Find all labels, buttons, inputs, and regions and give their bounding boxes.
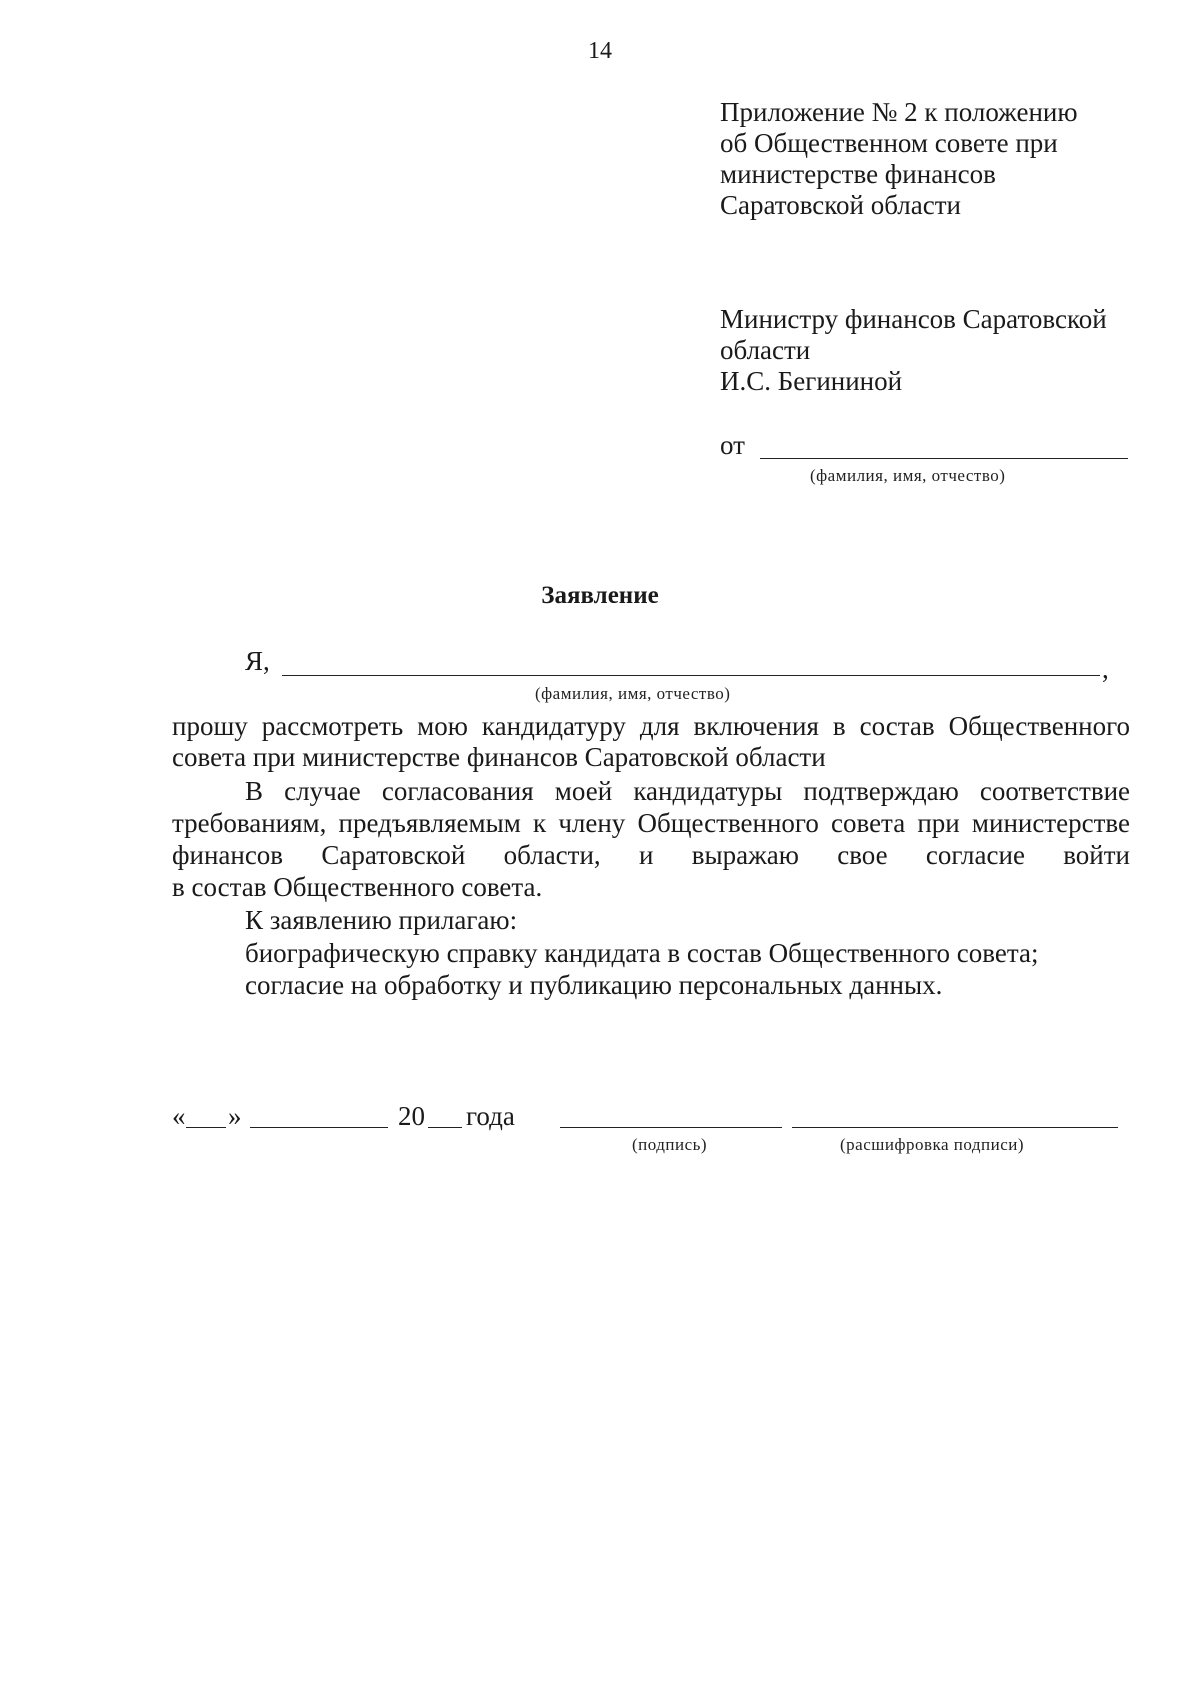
signature-field[interactable] [560, 1127, 782, 1128]
date-year-suffix: года [466, 1101, 515, 1131]
addressee-line: Министру финансов Саратовской [720, 304, 1107, 334]
signature-caption: (подпись) [632, 1135, 708, 1154]
from-name-field[interactable] [760, 458, 1128, 459]
addressee-block [720, 304, 1107, 397]
date-quote-close: » [228, 1101, 242, 1131]
addressee-line: И.С. Бегининой [720, 366, 903, 396]
para1-line2: совета при министерстве финансов Саратовской области [172, 742, 826, 772]
date-quote-open: « [172, 1101, 186, 1131]
page-number: 14 [588, 38, 612, 64]
applicant-name-field[interactable] [282, 675, 1100, 676]
annex-header [720, 97, 1078, 221]
addressee-line: области [720, 335, 811, 365]
applicant-caption: (фамилия, имя, отчество) [535, 684, 731, 703]
attachments-intro: К заявлению прилагаю: [245, 905, 518, 935]
i-comma: , [1102, 654, 1109, 684]
attachment-item: согласие на обработку и публикацию персональных данных. [245, 970, 943, 1000]
signature-decode-caption: (расшифровка подписи) [840, 1135, 1025, 1154]
para2-line3: финансов Саратовской области, и выражаю свое согласие войти [172, 840, 1130, 870]
para2-line4: в состав Общественного совета. [172, 872, 543, 902]
attachment-item: биографическую справку кандидата в состав Общественного совета; [245, 938, 1039, 968]
date-month-field[interactable] [250, 1127, 388, 1128]
para1-line1: прошу рассмотреть мою кандидатуру для включения в состав Общественного [172, 711, 1130, 741]
para2-line1: В случае согласования моей кандидатуры подтверждаю соответствие [245, 776, 1130, 806]
from-label: от [720, 430, 745, 460]
i-label: Я, [245, 646, 270, 676]
date-year-prefix: 20 [398, 1101, 425, 1131]
from-caption: (фамилия, имя, отчество) [810, 466, 1006, 485]
document-title: Заявление [541, 582, 659, 609]
date-day-field[interactable] [186, 1127, 226, 1128]
annex-line: Приложение № 2 к положению [720, 97, 1078, 127]
date-year-field[interactable] [428, 1127, 462, 1128]
para2-line2: требованиям, предъявляемым к члену Общественного совета при министерстве [172, 808, 1130, 838]
annex-line: Саратовской области [720, 190, 961, 220]
annex-line: об Общественном совете при [720, 128, 1058, 158]
annex-line: министерстве финансов [720, 159, 996, 189]
signature-decode-field[interactable] [792, 1127, 1118, 1128]
